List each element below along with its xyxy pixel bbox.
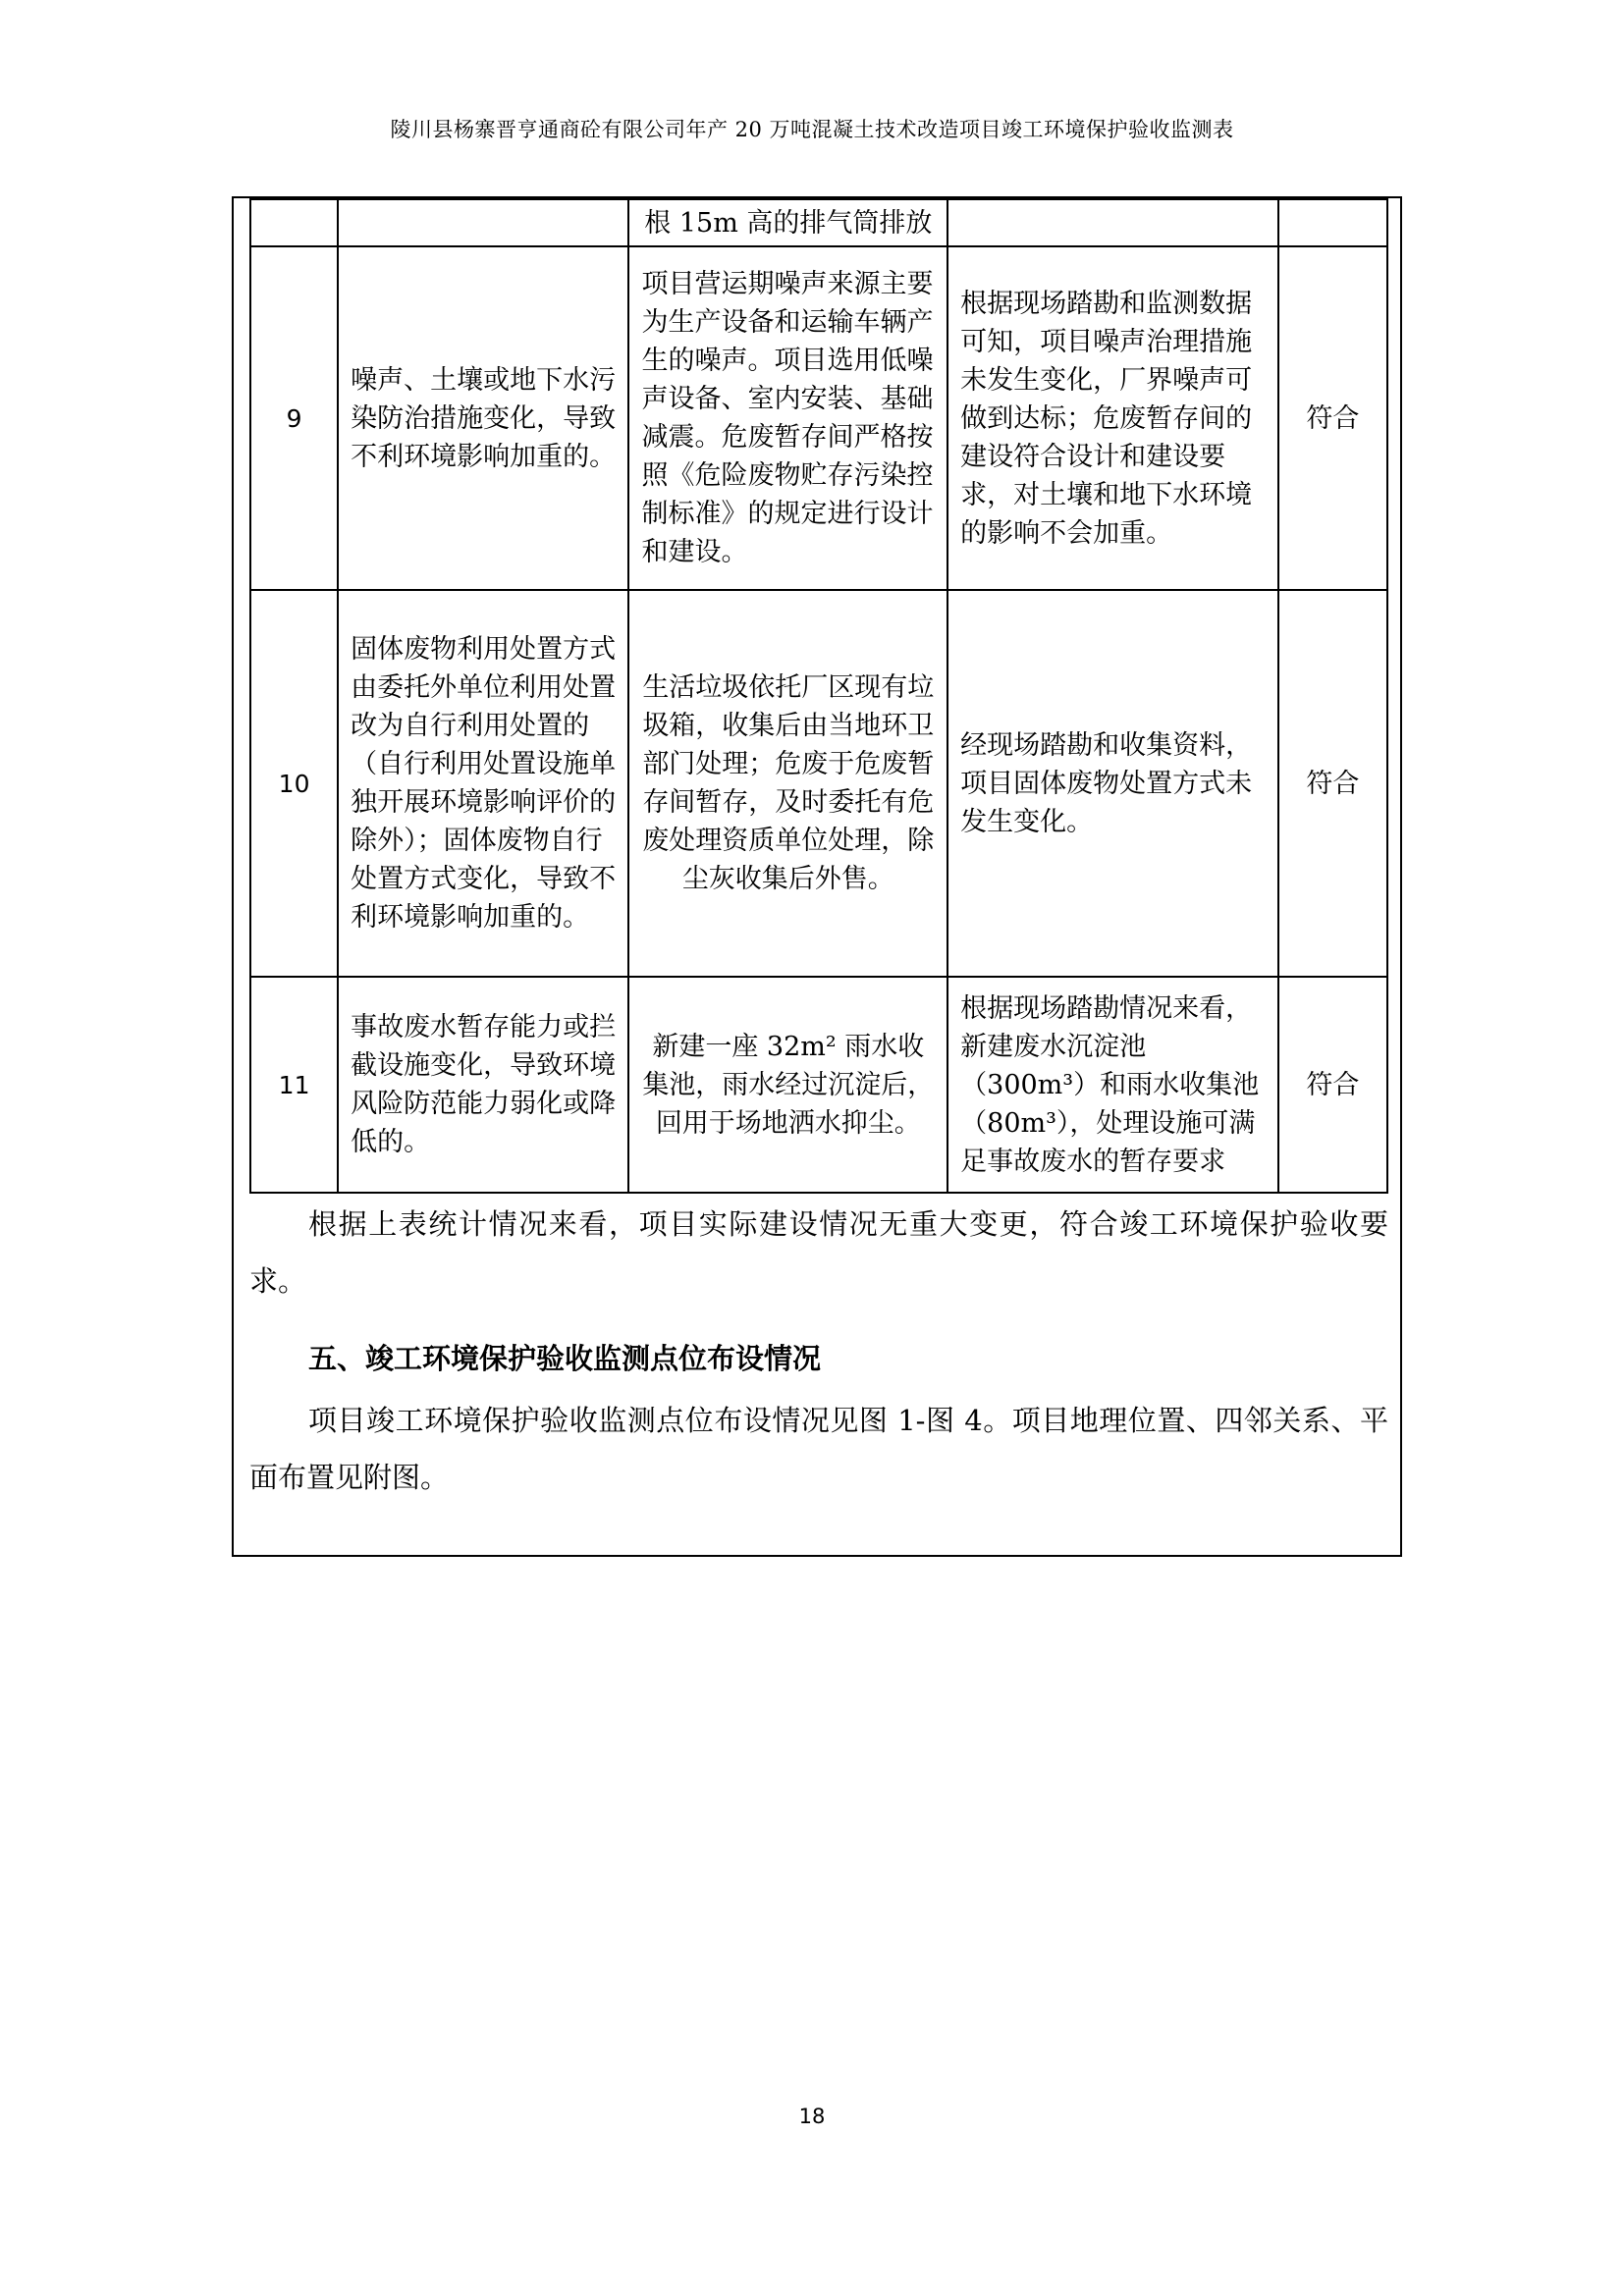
compliance-result: 符合: [1278, 246, 1387, 590]
change-condition: 噪声、土壤或地下水污染防治措施变化，导致不利环境影响加重的。: [338, 246, 628, 590]
eia-requirement: 项目营运期噪声来源主要为生产设备和运输车辆产生的噪声。项目选用低噪声设备、室内安装、基础减震。危废暂存间严格按照《危险废物贮存污染控制标准》的规定进行设计和建设。: [628, 246, 947, 590]
change-assessment-table: [249, 198, 1388, 1194]
section-paragraph: 项目竣工环境保护验收监测点位布设情况见图 1-图 4。项目地理位置、四邻关系、平面布置见附图。: [249, 1404, 1388, 1494]
cell-no: [250, 199, 338, 246]
table-row: [250, 977, 1387, 1193]
summary-paragraph: 根据上表统计情况来看，项目实际建设情况无重大变更，符合竣工环境保护验收要求。: [249, 1207, 1388, 1298]
row-number: 11: [250, 977, 338, 1193]
compliance-result: 符合: [1278, 977, 1387, 1193]
page-number: 18: [798, 2105, 826, 2128]
actual-situation: 经现场踏勘和收集资料，项目固体废物处置方式未发生变化。: [947, 590, 1278, 977]
change-condition: 事故废水暂存能力或拦截设施变化，导致环境风险防范能力弱化或降低的。: [338, 977, 628, 1193]
section-heading: 五、竣工环境保护验收监测点位布设情况: [308, 1342, 822, 1375]
cell-actual: [947, 199, 1278, 246]
document-header: 陵川县杨寨晋亨通商砼有限公司年产 20 万吨混凝土技术改造项目竣工环境保护验收监测表: [390, 118, 1234, 141]
cell-result: [1278, 199, 1387, 246]
actual-situation: 根据现场踏勘和监测数据可知，项目噪声治理措施未发生变化，厂界噪声可做到达标；危废暂存间的建设符合设计和建设要求，对土壤和地下水环境的影响不会加重。: [947, 246, 1278, 590]
actual-situation: 根据现场踏勘情况来看，新建废水沉淀池（300m³）和雨水收集池（80m³），处理设施可满足事故废水的暂存要求: [947, 977, 1278, 1193]
content-frame: [232, 196, 1402, 1557]
eia-requirement: 生活垃圾依托厂区现有垃圾箱，收集后由当地环卫部门处理；危废于危废暂存间暂存，及时委托有危废处理资质单位处理，除尘灰收集后外售。: [628, 590, 947, 977]
change-condition: 固体废物利用处置方式由委托外单位利用处置改为自行利用处置的（自行利用处置设施单独开展环境影响评价的除外）；固体废物自行处置方式变化，导致不利环境影响加重的。: [338, 590, 628, 977]
row-number: 9: [250, 246, 338, 590]
table-row-continuation: [250, 199, 1387, 246]
cell-condition: [338, 199, 628, 246]
compliance-result: 符合: [1278, 590, 1387, 977]
table-row: [250, 590, 1387, 977]
row-number: 10: [250, 590, 338, 977]
eia-requirement: 新建一座 32m² 雨水收集池，雨水经过沉淀后，回用于场地洒水抑尘。: [628, 977, 947, 1193]
cell-previous: 根 15m 高的排气筒排放: [628, 199, 947, 246]
table-row: [250, 246, 1387, 590]
